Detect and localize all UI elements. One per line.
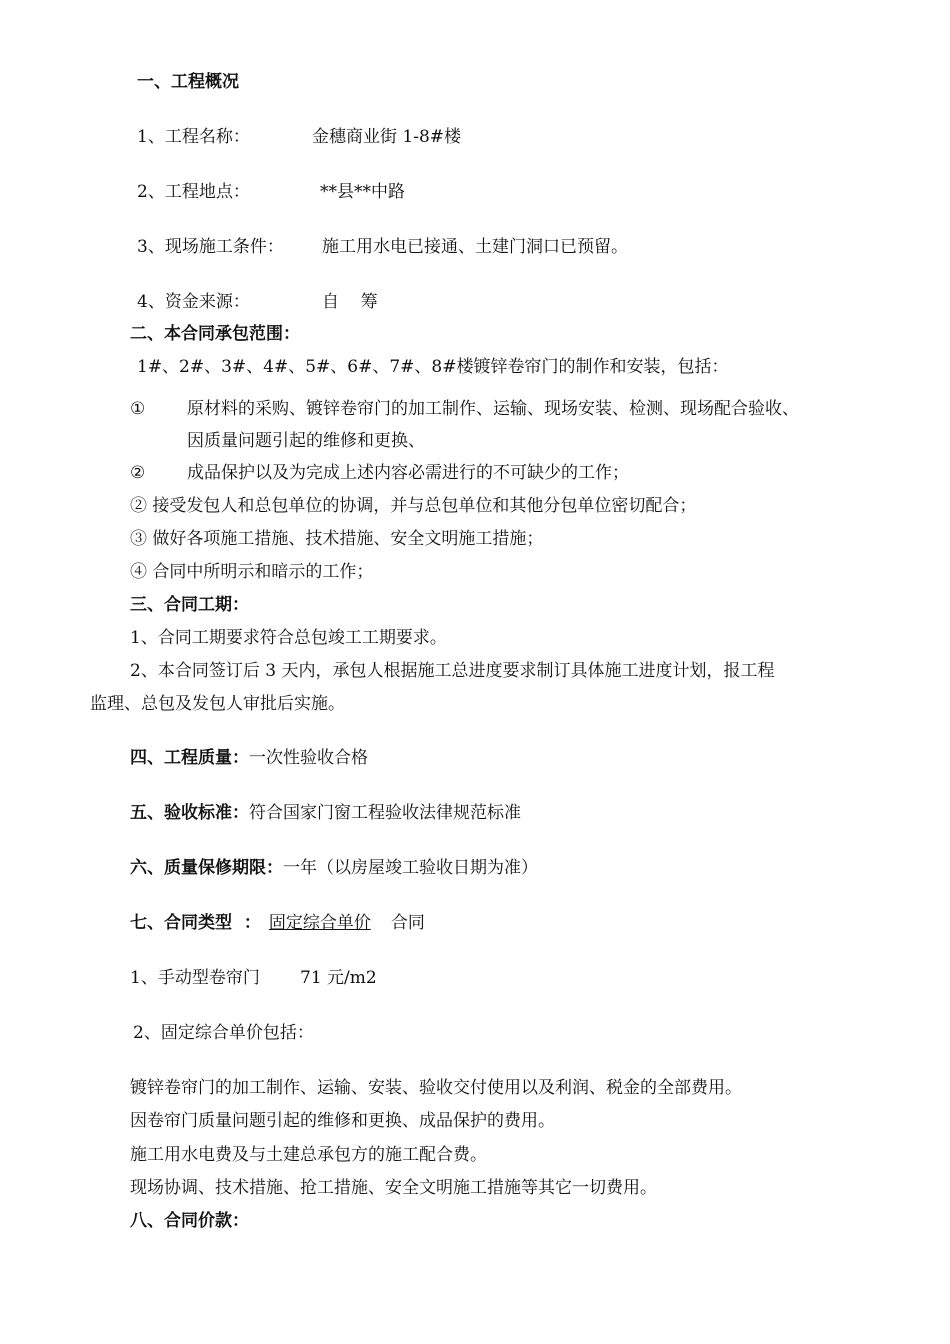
- site-conditions-label: 3、现场施工条件：: [137, 237, 284, 257]
- duration-paragraph-2-line-2: 监理、总包及发包人审批后实施。: [90, 694, 345, 714]
- acceptance-text: 符合国家门窗工程验收法律规范标准: [249, 803, 521, 823]
- scope-item-2-text: 成品保护以及为完成上述内容必需进行的不可缺少的工作；: [187, 463, 629, 483]
- funding-source-label: 4、资金来源：: [137, 292, 250, 312]
- warranty-line: [130, 857, 538, 879]
- scope-item-5: ④ 合同中所明示和暗示的工作；: [130, 562, 374, 582]
- price-label: 1、手动型卷帘门: [130, 968, 260, 988]
- scope-item-1-marker: ①: [130, 399, 146, 419]
- price-includes-item-1: 镀锌卷帘门的加工制作、运输、安装、验收交付使用以及利润、税金的全部费用。: [130, 1078, 742, 1098]
- contract-type-suffix: 合同: [390, 913, 425, 933]
- quality-text: 一次性验收合格: [249, 748, 368, 768]
- project-location-value: **县**中路: [320, 182, 405, 202]
- scope-intro: 1#、2#、3#、4#、5#、6#、7#、8#楼镀锌卷帘门的制作和安装，包括：: [137, 357, 729, 377]
- price-includes-item-2: 因卷帘门质量问题引起的维修和更换、成品保护的费用。: [130, 1111, 555, 1131]
- funding-source-value: 自 筹: [322, 292, 378, 312]
- scope-item-3: ② 接受发包人和总包单位的协调，并与总包单位和其他分包单位密切配合；: [130, 496, 697, 516]
- section-heading-scope: 二、本合同承包范围：: [130, 324, 300, 344]
- duration-paragraph-2-line-1: 2、本合同签订后 3 天内，承包人根据施工总进度要求制订具体施工进度计划，报工程: [130, 661, 775, 681]
- contract-type-value: 固定综合单价: [268, 913, 371, 933]
- quality-line: [130, 747, 368, 769]
- project-name-value: 金穗商业街 1-8#楼: [312, 127, 462, 147]
- scope-item-2-marker: ②: [130, 463, 146, 483]
- acceptance-line: [130, 802, 521, 824]
- scope-item-4: ③ 做好各项施工措施、技术措施、安全文明施工措施；: [130, 529, 544, 549]
- warranty-text: 一年（以房屋竣工验收日期为准）: [283, 858, 538, 878]
- section-heading-acceptance: 五、验收标准：: [130, 803, 249, 823]
- project-location-label: 2、工程地点：: [137, 182, 250, 202]
- price-includes-heading: 2、固定综合单价包括：: [133, 1023, 314, 1043]
- price-includes-item-3: 施工用水电费及与土建总承包方的施工配合费。: [130, 1145, 487, 1165]
- scope-item-1-line-1: 原材料的采购、镀锌卷帘门的加工制作、运输、现场安装、检测、现场配合验收、: [187, 399, 799, 419]
- contract-type-line: [130, 912, 425, 934]
- section-heading-warranty: 六、质量保修期限：: [130, 858, 283, 878]
- price-value: 71 元/m2: [300, 968, 377, 988]
- price-includes-item-4: 现场协调、技术措施、抢工措施、安全文明施工措施等其它一切费用。: [130, 1178, 657, 1198]
- duration-paragraph-1: 1、合同工期要求符合总包竣工工期要求。: [130, 628, 447, 648]
- project-name-label: 1、工程名称：: [137, 127, 250, 147]
- site-conditions-value: 施工用水电已接通、土建门洞口已预留。: [322, 237, 628, 257]
- section-heading-quality: 四、工程质量：: [130, 748, 249, 768]
- section-heading-duration: 三、合同工期：: [130, 595, 249, 615]
- section-heading-overview: 一、工程概况: [137, 72, 239, 92]
- section-heading-contract-type: 七、合同类型 ：: [130, 913, 261, 933]
- scope-item-1-line-2: 因质量问题引起的维修和更换、: [187, 431, 425, 451]
- section-heading-contract-price: 八、合同价款：: [130, 1211, 249, 1231]
